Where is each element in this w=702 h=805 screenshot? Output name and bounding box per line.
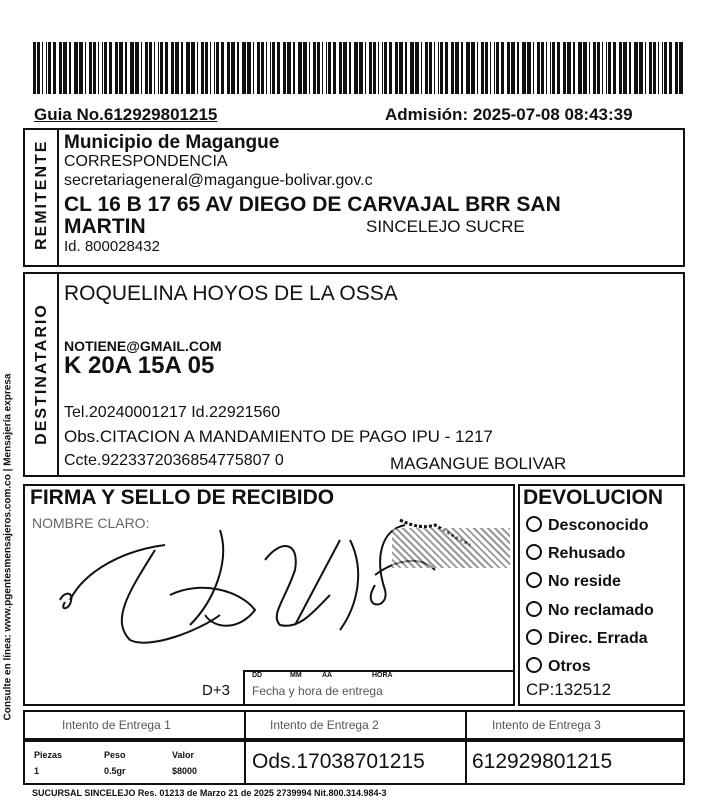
sender-email: secretariageneral@magangue-bolivar.gov.c	[64, 172, 373, 189]
attempt-2-label: Intento de Entrega 2	[270, 718, 379, 732]
guide-number-line: Guia No.612929801215	[34, 105, 218, 124]
recipient-tel-id: Tel.20240001217 Id.22921560	[64, 404, 281, 421]
ods-number: Ods.17038701215	[252, 750, 425, 773]
option-circle	[526, 601, 542, 617]
totals-divider-2	[465, 740, 467, 785]
weight-label: Peso	[104, 750, 126, 760]
stamp-label-dd: DD	[252, 672, 263, 679]
attempt-3-label: Intento de Entrega 3	[492, 718, 601, 732]
d3-label: D+3	[202, 682, 230, 699]
return-title: DEVOLUCION	[523, 486, 664, 509]
barcode	[33, 42, 685, 99]
attempt-1-label: Intento de Entrega 1	[62, 718, 171, 732]
postal-code: CP:132512	[526, 680, 612, 699]
recipient-address: K 20A 15A 05	[64, 352, 215, 379]
sender-address-line2: MARTIN	[64, 215, 146, 238]
totals-divider-1	[244, 740, 246, 785]
option-label: Rehusado	[548, 545, 626, 562]
guide-number-large: 612929801215	[472, 750, 613, 773]
footer-text: SUCURSAL SINCELEJO Res. 01213 de Marzo 21 de 2025 2739994 Nit.800.314.984-3	[32, 788, 387, 798]
sender-id: Id. 800028432	[64, 238, 160, 255]
stamp-label-hora: HORA	[372, 672, 393, 679]
sender-department: CORRESPONDENCIA	[64, 153, 228, 170]
recipient-label-divider	[57, 272, 59, 477]
value-label: Valor	[172, 750, 195, 760]
option-circle	[526, 629, 542, 645]
recipient-ccte: Ccte.9223372036854775807 0	[64, 452, 284, 469]
side-info-text: Consulte en línea: www.pgentesmensajeros.com.co | Mensajería expresa	[2, 373, 14, 721]
option-circle	[526, 657, 542, 673]
weight-value: 0.5gr	[104, 766, 126, 776]
recipient-email: NOTIENE@GMAIL.COM	[64, 338, 222, 354]
barcode-bars	[33, 42, 685, 94]
sender-city: SINCELEJO SUCRE	[366, 217, 525, 236]
attempt-divider-1	[244, 710, 246, 740]
return-option-direc-errada	[526, 629, 648, 648]
option-circle	[526, 516, 542, 532]
pieces-value: 1	[34, 766, 40, 776]
return-option-no-reside	[526, 572, 621, 591]
name-label: NOMBRE CLARO:	[32, 515, 150, 531]
option-label: No reclamado	[548, 602, 654, 619]
sender-label-divider	[57, 128, 59, 267]
option-circle	[526, 544, 542, 560]
recipient-city: MAGANGUE BOLIVAR	[390, 454, 567, 473]
option-label: Direc. Errada	[548, 630, 648, 647]
recipient-observation: Obs.CITACION A MANDAMIENTO DE PAGO IPU - 1217	[64, 427, 493, 446]
option-label: No reside	[548, 573, 621, 590]
option-label: Desconocido	[548, 517, 649, 534]
option-circle	[526, 572, 542, 588]
option-label: Otros	[548, 658, 591, 675]
signature-title: FIRMA Y SELLO DE RECIBIDO	[30, 486, 335, 509]
attempt-divider-2	[465, 710, 467, 740]
pieces-label: Piezas	[34, 750, 63, 760]
recipient-name: ROQUELINA HOYOS DE LA OSSA	[64, 282, 398, 305]
admission-date-line: Admisión: 2025-07-08 08:43:39	[385, 105, 633, 124]
sender-address-line1: CL 16 B 17 65 AV DIEGO DE CARVAJAL BRR SAN	[64, 193, 561, 216]
delivery-date-caption: Fecha y hora de entrega	[252, 684, 383, 698]
return-option-rehusado	[526, 544, 625, 563]
return-option-no-reclamado	[526, 601, 654, 620]
return-option-otros	[526, 657, 591, 676]
recipient-section-label: DESTINATARIO	[33, 303, 50, 445]
stamp-label-mm: MM	[290, 672, 302, 679]
sender-name: Municipio de Magangue	[64, 132, 280, 153]
return-option-desconocido	[526, 516, 648, 535]
stamp-smudge	[392, 528, 510, 568]
stamp-label-aa: AA	[322, 672, 333, 679]
value-amount: $8000	[172, 766, 198, 776]
sender-section-label: REMITENTE	[33, 139, 50, 250]
